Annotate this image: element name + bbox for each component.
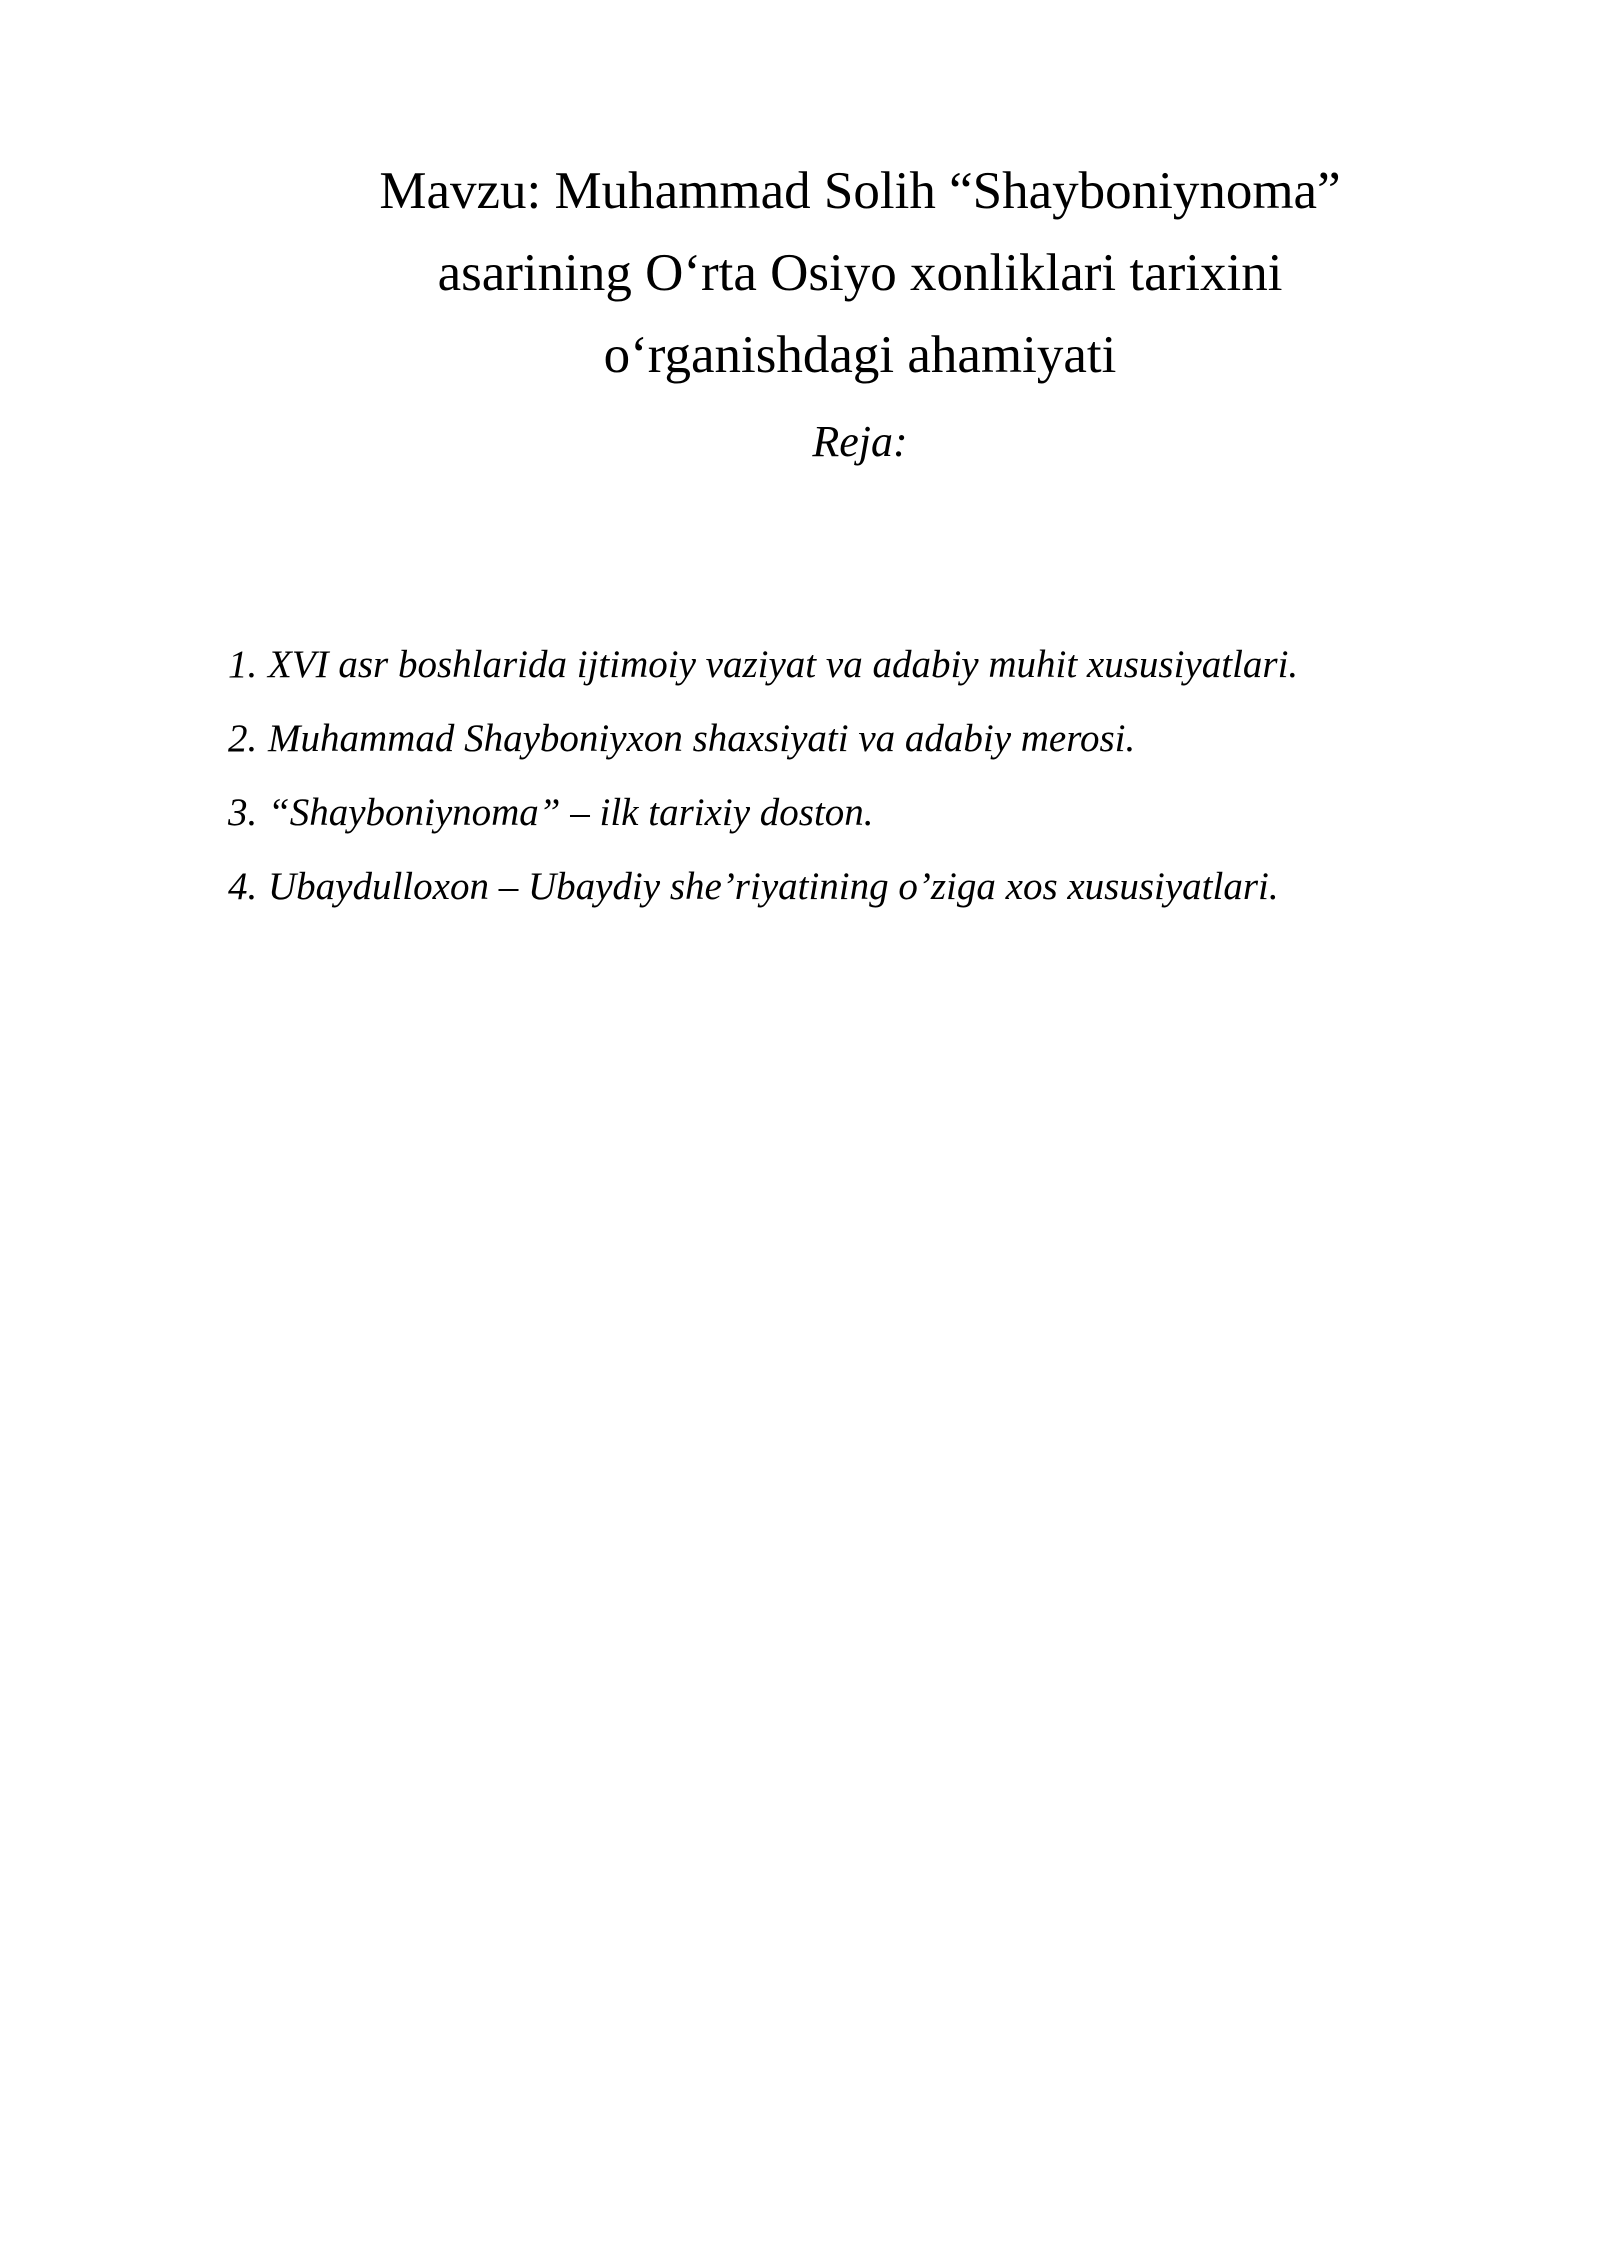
plan-item-number: 4.: [228, 865, 258, 908]
plan-item-text: Muhammad Shayboniyxon shaxsiyati va adabiy merosi.: [268, 717, 1136, 760]
title-line-3: o‘rganishdagi ahamiyati: [603, 326, 1117, 384]
document-title: [260, 150, 1460, 396]
plan-heading: Reja:: [812, 417, 908, 466]
plan-item-4: [228, 862, 1528, 936]
plan-item-1: [228, 640, 1528, 714]
title-line-1: Mavzu: Muhammad Solih “Shayboniynoma”: [379, 162, 1341, 220]
plan-item-number: 1.: [228, 643, 258, 686]
plan-item-text: XVI asr boshlarida ijtimoiy vaziyat va adabiy muhit xususiyatlari.: [268, 643, 1299, 686]
plan-item-number: 3.: [228, 791, 258, 834]
plan-item-text: “Shayboniynoma” – ilk tarixiy doston.: [268, 791, 874, 834]
plan-list: [228, 640, 1528, 936]
title-line-2: asarining O‘rta Osiyo xonliklari tarixini: [437, 244, 1283, 302]
plan-item-text: Ubaydulloxon – Ubaydiy she’riyatining o’ziga xos xususiyatlari.: [268, 865, 1279, 908]
plan-item-3: [228, 788, 1528, 862]
plan-item-2: [228, 714, 1528, 788]
plan-item-number: 2.: [228, 717, 258, 760]
